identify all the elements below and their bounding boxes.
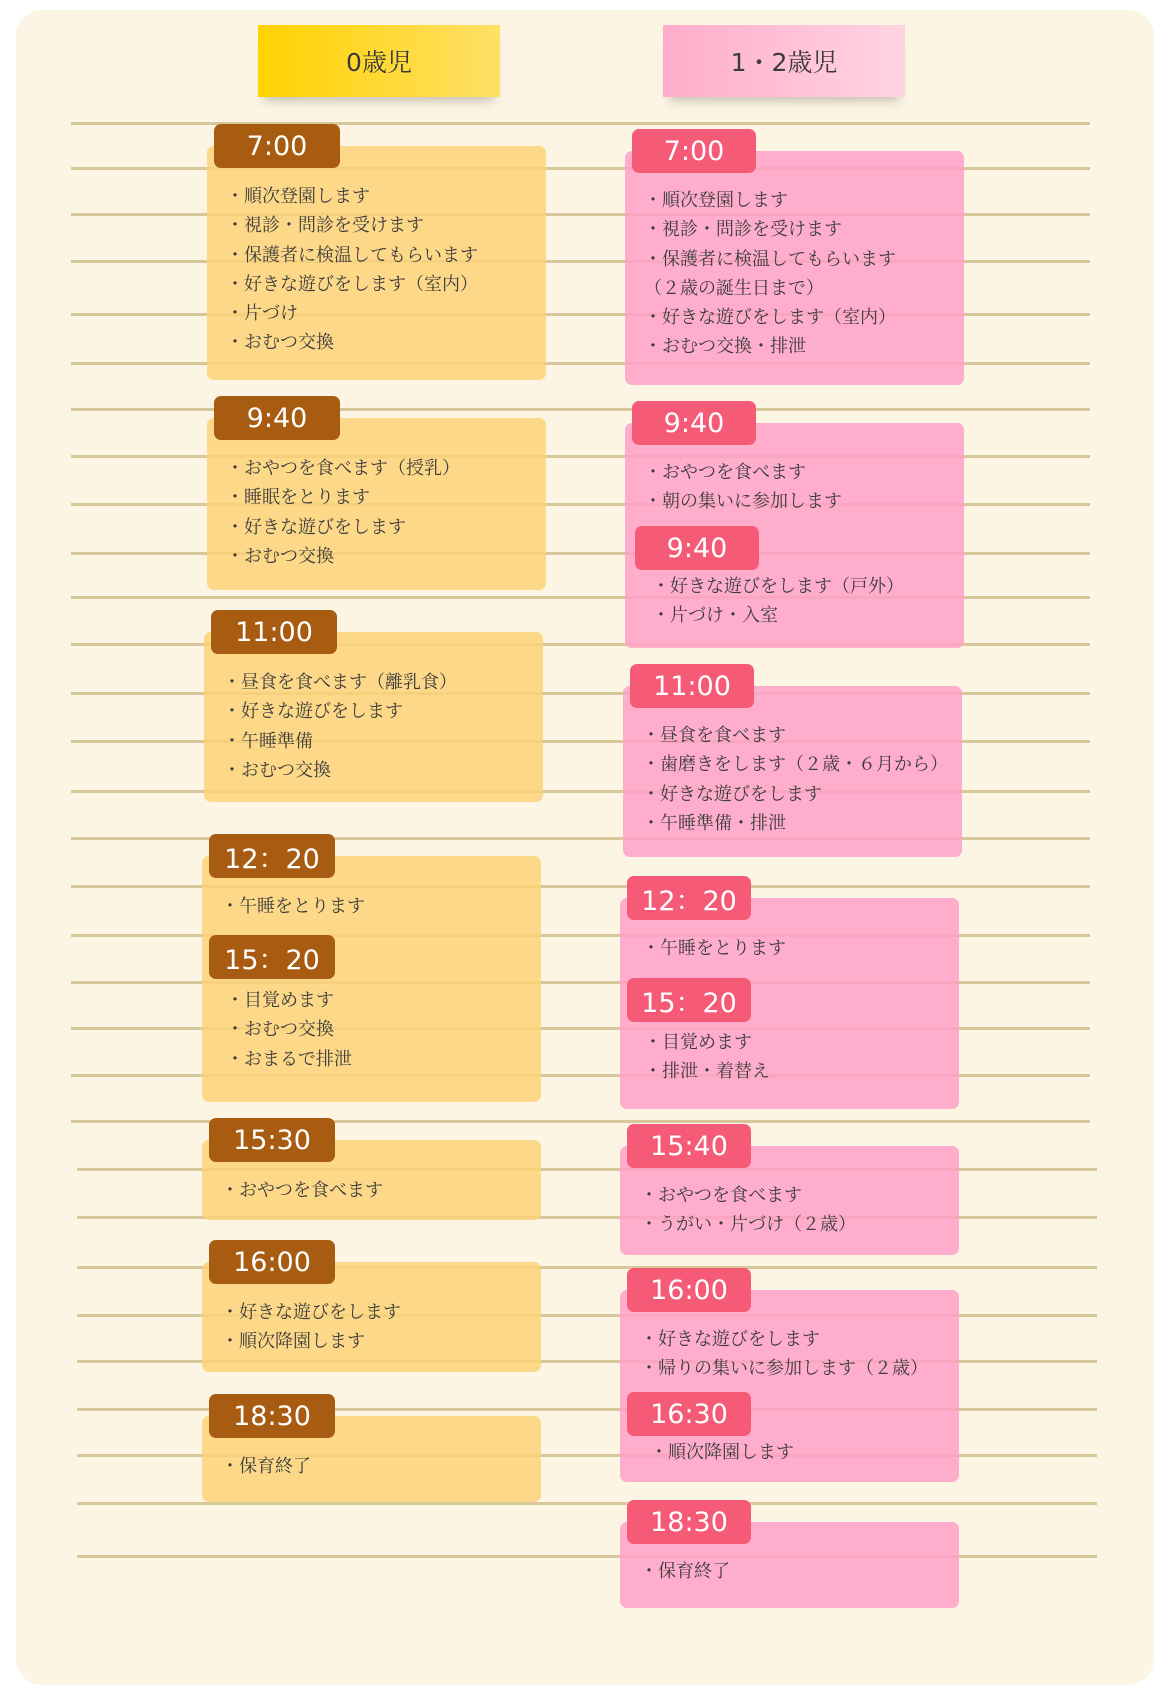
list-item: ・好きな遊びをします xyxy=(223,701,403,723)
infant-time-1830: 18:30 xyxy=(209,1394,335,1438)
list-item: ・おむつ交換 xyxy=(223,759,331,781)
list-item: ・保護者に検温してもらいます xyxy=(644,248,896,270)
infant-items-1600 xyxy=(221,1298,401,1357)
infant-time-0940: 9:40 xyxy=(214,396,340,440)
infant-time-1600: 16:00 xyxy=(209,1240,335,1284)
list-item: ・順次登園します xyxy=(226,186,370,207)
toddler-time-1630: 16:30 xyxy=(627,1392,751,1436)
toddler-items-1830 xyxy=(640,1557,730,1586)
list-item: ・午睡をとります xyxy=(221,896,365,917)
list-item: （２歳の誕生日まで） xyxy=(644,277,824,299)
toddler-items-1220 xyxy=(642,934,786,963)
list-item: ・好きな遊びをします（室内） xyxy=(226,273,478,295)
toddler-items-1100 xyxy=(642,721,948,838)
list-item: ・おやつを食べます xyxy=(640,1185,802,1206)
toddler-time-1220: 12：20 xyxy=(627,876,751,920)
toddler-items-1630 xyxy=(650,1438,794,1467)
list-item: ・好きな遊びをします（戸外） xyxy=(652,576,904,597)
list-item: ・おやつを食べます xyxy=(644,462,806,483)
list-item: ・おむつ交換 xyxy=(226,1019,334,1041)
toddler-time-0700: 7:00 xyxy=(632,129,756,173)
list-item: ・おむつ交換 xyxy=(226,545,334,567)
list-item: ・好きな遊びをします xyxy=(640,1329,820,1350)
list-item: ・昼食を食べます（離乳食） xyxy=(223,672,457,693)
list-item: ・順次降園します xyxy=(650,1442,794,1463)
list-item: ・歯磨きをします（２歳・６月から） xyxy=(642,754,948,776)
list-item: ・排泄・着替え xyxy=(644,1061,770,1083)
toddler-time-0940-b: 9:40 xyxy=(635,526,759,570)
list-item: ・睡眠をとります xyxy=(226,487,370,509)
infant-time-1100: 11:00 xyxy=(211,610,337,654)
toddler-items-1600 xyxy=(640,1325,928,1384)
list-item: ・昼食を食べます xyxy=(642,725,786,746)
list-item: ・うがい・片づけ（２歳） xyxy=(640,1214,856,1236)
infant-items-1100 xyxy=(223,668,457,785)
list-item: ・片づけ xyxy=(226,303,298,325)
infant-items-1530 xyxy=(221,1176,383,1205)
infant-time-1220: 12：20 xyxy=(209,834,335,878)
list-item: ・おむつ交換・排泄 xyxy=(644,336,806,358)
infant-header xyxy=(258,25,500,97)
infant-time-1530: 15:30 xyxy=(209,1118,335,1162)
list-item: ・順次登園します xyxy=(644,190,788,211)
infant-header-label: 0歳児 xyxy=(346,48,412,77)
infant-items-0700 xyxy=(226,182,478,358)
toddler-time-1600: 16:00 xyxy=(627,1268,751,1312)
toddler-time-1100: 11:00 xyxy=(630,664,754,708)
list-item: ・好きな遊びをします xyxy=(642,783,822,805)
list-item: ・片づけ・入室 xyxy=(652,605,778,627)
list-item: ・午睡準備 xyxy=(223,730,313,752)
list-item: ・午睡準備・排泄 xyxy=(642,812,786,834)
toddler-time-0940-a: 9:40 xyxy=(632,401,756,445)
list-item: ・おむつ交換 xyxy=(226,332,334,354)
toddler-items-0700 xyxy=(644,186,896,362)
list-item: ・目覚めます xyxy=(644,1032,752,1053)
list-item: ・目覚めます xyxy=(226,990,334,1011)
list-item: ・おやつを食べます xyxy=(221,1180,383,1201)
list-item: ・保育終了 xyxy=(640,1561,730,1582)
toddler-time-1540: 15:40 xyxy=(627,1124,751,1168)
toddler-time-1830: 18:30 xyxy=(627,1500,751,1544)
toddler-header xyxy=(663,25,905,97)
list-item: ・好きな遊びをします xyxy=(226,516,406,538)
toddler-header-label: 1・2歳児 xyxy=(730,48,838,77)
infant-items-0940 xyxy=(226,454,460,571)
toddler-items-1540 xyxy=(640,1181,856,1240)
list-item: ・視診・問診を受けます xyxy=(226,215,424,237)
toddler-items-0940-b xyxy=(652,572,904,631)
list-item: ・朝の集いに参加します xyxy=(644,491,842,513)
list-item: ・おやつを食べます（授乳） xyxy=(226,458,460,479)
list-item: ・保護者に検温してもらいます xyxy=(226,244,478,266)
list-item: ・順次降園します xyxy=(221,1331,365,1353)
list-item: ・保育終了 xyxy=(221,1456,311,1477)
toddler-items-1520 xyxy=(644,1028,770,1087)
infant-time-1520: 15：20 xyxy=(209,935,335,979)
list-item: ・午睡をとります xyxy=(642,938,786,959)
infant-items-1830 xyxy=(221,1452,311,1481)
list-item: ・好きな遊びをします xyxy=(221,1302,401,1323)
list-item: ・おまるで排泄 xyxy=(226,1048,352,1070)
list-item: ・好きな遊びをします（室内） xyxy=(644,307,896,329)
list-item: ・視診・問診を受けます xyxy=(644,219,842,241)
toddler-items-0940-a xyxy=(644,458,842,517)
toddler-time-1520: 15：20 xyxy=(627,978,751,1022)
ruled-line xyxy=(77,1502,1097,1505)
infant-items-1520 xyxy=(226,986,352,1074)
infant-time-0700: 7:00 xyxy=(214,124,340,168)
list-item: ・帰りの集いに参加します（２歳） xyxy=(640,1358,928,1380)
infant-items-1220 xyxy=(221,892,365,921)
